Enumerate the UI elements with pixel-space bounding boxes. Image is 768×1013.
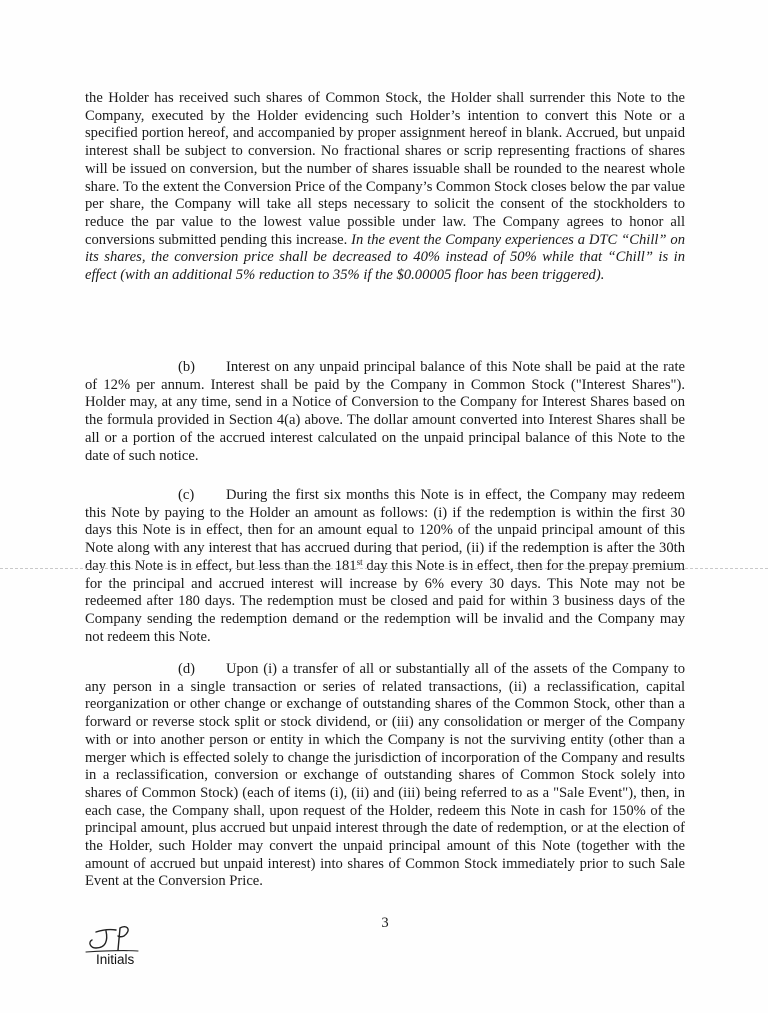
paragraph-a-text: the Holder has received such shares of Common Stock, the Holder shall surrender this Note to the Company, executed by the Holder evidencing such Holder’s intention to convert this Note or a specified portion hereof, and accompanied by proper assignment hereof in blank. Accrued, but unpaid interest shall be subject to conversion. No fractional shares or scrip representing fractions of shares will be issued on conversion, but the number of shares issuable shall be rounded to the nearest whole share. To the extent the Conversion Price of the Company’s Common Stock closes below the par value per share, the Company will take all steps necessary to solicit the consent of the stockholders to reduce the par value to the lowest value possible under law. The Company agrees to honor all conversions submitted pending this increase.: [85, 90, 685, 248]
paragraph-a-italic-text: In the event the Company experiences a DTC “Chill” on its shares, the conversion price shall be decreased to 40% instead of 50% while that “Chill” is in effect (with an additional 5% reduction to 35% if the $0.00005 floor has been triggered).: [85, 231, 685, 284]
paragraph-b-label: (b): [178, 359, 196, 375]
paragraph-d-label: (d): [178, 661, 196, 677]
initials-label: Initials: [96, 952, 135, 967]
paragraph-b-text: Interest on any unpaid principal balance of this Note shall be paid at the rate of 12% per annum. Interest shall be paid by the Company in Common Stock ("Interest Shares"). Holder may, at any time, send in a Notice of Conversion to the Company for Interest Shares based on the formula provided in Section 4(a) above. The dollar amount converted into Interest Shares shall be all or a portion of the accrued interest calculated on the unpaid principal balance of this Note to the date of such notice.: [85, 359, 685, 464]
paragraph-d-text: Upon (i) a transfer of all or substantially all of the assets of the Company to any person in a single transaction or series of related transactions, (ii) a reclassification, capital reorganization or other change or exchange of outstanding shares of the Common Stock, other than a forward or reverse stock split or stock dividend, or (iii) any consolidation or merger of the Company with or into another person or entity in which the Company is not the surviving entity (other than a merger which is effected solely to change the jurisdiction of incorporation of the Company and results in a reclassification, conversion or exchange of outstanding shares of Common Stock solely into shares of Common Stock) (each of items (i), (ii) and (iii) being referred to as a "Sale Event"), then, in each case, the Company shall, upon request of the Holder, redeem this Note in cash for 150% of the principal amount, plus accrued but unpaid interest through the date of redemption, or at the election of the Holder, such Holder may convert the unpaid principal amount of this Note (together with the amount of accrued but unpaid interest) into shares of Common Stock immediately prior to such Sale Event at the Conversion Price.: [85, 661, 685, 890]
paragraph-a: [85, 90, 685, 285]
paragraph-c: [85, 487, 685, 646]
paragraph-c-text-1: During the first six months this Note is in effect, the Company may redeem this Note by paying to the Holder an amount as follows: (i) if the redemption is within the first 30 days this Note is in effect, then for an amount equal to 120% of the unpaid principal amount of this Note along with any interest that has accrued during that period, (ii) if the redemption is after the 30th day this Note is in effect, but less than the 181: [85, 487, 685, 574]
paragraph-c-text-2: day this Note is in effect, then for the prepay premium for the principal and accrued interest will increase by 6% every 30 days. This Note may not be redeemed after 180 days. The redemption must be closed and paid for within 3 business days of the Company sending the redemption demand or the redemption will be invalid and the Company may not redeem this Note.: [85, 557, 686, 645]
paragraph-c-label: (c): [178, 487, 195, 503]
paragraph-d: [85, 661, 685, 891]
paragraph-c-superscript: st: [356, 556, 363, 567]
paragraph-b: [85, 359, 685, 465]
page-number: 3: [381, 915, 389, 931]
scan-artifact-line: [0, 568, 768, 570]
initials-block: [82, 920, 162, 972]
